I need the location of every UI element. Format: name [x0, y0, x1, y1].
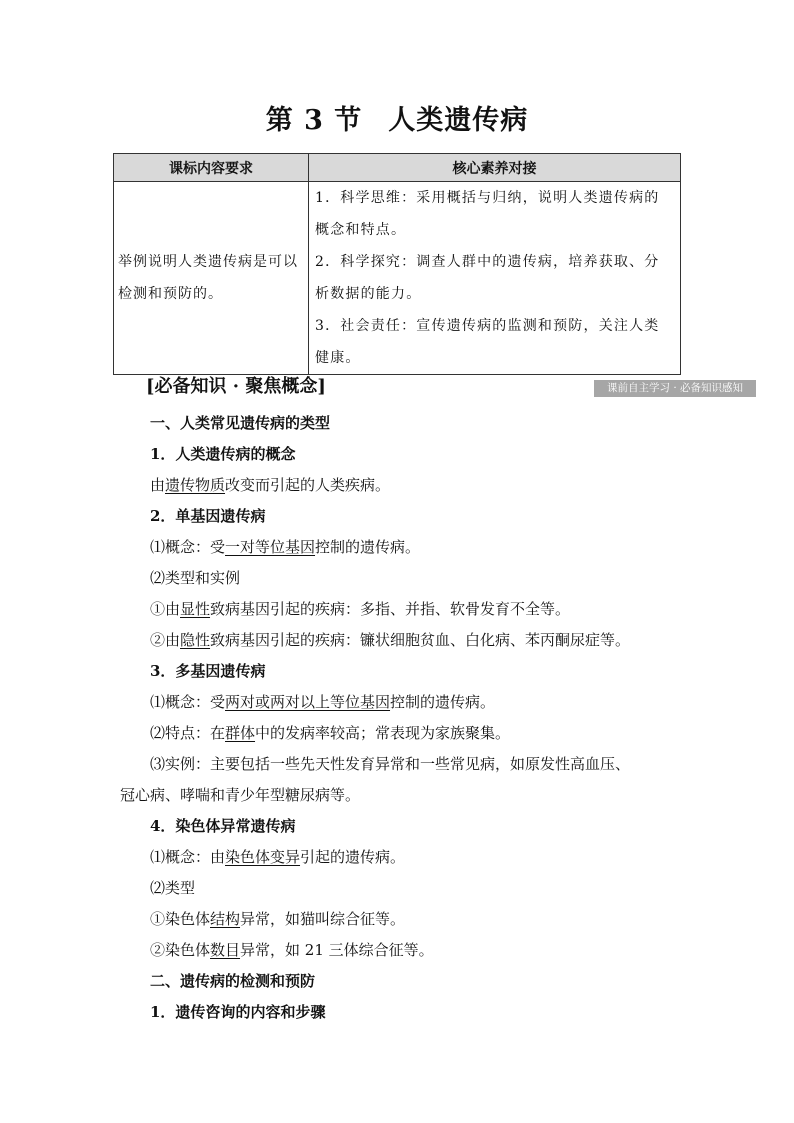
key-term: 一对等位基因: [225, 538, 316, 556]
header-curriculum-requirements: 课标内容要求: [114, 154, 309, 182]
text-run: 异常，如 21 三体综合征等。: [240, 941, 434, 959]
text-run: 改变而引起的人类疾病。: [225, 476, 391, 494]
paragraph-line: [120, 904, 680, 935]
text-run: 控制的遗传病。: [315, 538, 421, 556]
competency-line: 3．社会责任：宣传遗传病的监测和预防，关注人类: [315, 318, 660, 334]
text-run: ⑵特点：在: [150, 724, 226, 742]
section-title: 人类遗传病: [388, 105, 529, 136]
text-run: ⑴概念：受: [150, 693, 226, 711]
standards-table: [113, 153, 681, 375]
text-run: 致病基因引起的疾病：镰状细胞贫血、白化病、苯丙酮尿症等。: [210, 631, 631, 649]
header-core-competencies: 核心素养对接: [309, 154, 681, 182]
key-term: 两对或两对以上等位基因: [225, 693, 391, 711]
paragraph-line: ⑶实例：主要包括一些先天性发育异常和一些常见病，如原发性高血压、: [150, 755, 631, 773]
paragraph-line: [120, 625, 680, 656]
content-body: [120, 408, 680, 1028]
paragraph-line: [120, 935, 680, 966]
subheading: 3．多基因遗传病: [150, 662, 266, 680]
table-row: [114, 182, 681, 375]
subheading: 1．人类遗传病的概念: [150, 445, 296, 463]
competency-line: 概念和特点。: [315, 222, 407, 238]
paragraph-line: [120, 532, 680, 563]
paragraph-line-continued: 冠心病、哮喘和青少年型糖尿病等。: [120, 786, 361, 804]
key-term: 数目: [210, 941, 241, 959]
text-run: ⑴概念：由: [150, 848, 226, 866]
text-run: ②由: [150, 631, 181, 649]
paragraph-line: [120, 594, 680, 625]
competency-line: 健康。: [315, 350, 361, 366]
text-run: ①由: [150, 600, 181, 618]
table-header-row: [114, 154, 681, 182]
paragraph-line: ⑵类型和实例: [150, 569, 241, 587]
section-number: 第 3 节: [265, 105, 363, 136]
key-term: 染色体变异: [225, 848, 301, 866]
section-tag: 课前自主学习 · 必备知识感知: [594, 380, 756, 397]
text-run: 控制的遗传病。: [390, 693, 496, 711]
paragraph-line: ⑵类型: [150, 879, 196, 897]
subheading: 1．遗传咨询的内容和步骤: [150, 1003, 326, 1021]
paragraph-line: [120, 687, 680, 718]
competency-line: 析数据的能力。: [315, 286, 422, 302]
paragraph-line: [120, 842, 680, 873]
competency-line: 1．科学思维：采用概括与归纳，说明人类遗传病的: [315, 190, 660, 206]
page-title: [0, 98, 794, 137]
subheading: 2．单基因遗传病: [150, 507, 266, 525]
text-run: 中的发病率较高；常表现为家族聚集。: [255, 724, 511, 742]
competency-line: 2．科学探究：调查人群中的遗传病，培养获取、分: [315, 254, 660, 270]
text-run: 异常，如猫叫综合征等。: [240, 910, 406, 928]
text-run: 引起的遗传病。: [300, 848, 406, 866]
key-term: 隐性: [180, 631, 211, 649]
core-competency-cell: [309, 182, 681, 375]
key-term: 结构: [210, 910, 241, 928]
paragraph-line: [120, 470, 680, 501]
text-run: 由: [150, 476, 166, 494]
paragraph-line: [120, 718, 680, 749]
key-term: 遗传物质: [165, 476, 226, 494]
heading-1: 一、人类常见遗传病的类型: [150, 414, 331, 432]
heading-2: 二、遗传病的检测和预防: [150, 972, 316, 990]
subheading: 4．染色体异常遗传病: [150, 817, 296, 835]
key-term: 群体: [225, 724, 256, 742]
key-term: 显性: [180, 600, 211, 618]
section-heading: [必备知识 · 聚焦概念]: [146, 376, 326, 397]
text-run: ①染色体: [150, 910, 211, 928]
curriculum-requirement-cell: 举例说明人类遗传病是可以检测和预防的。: [114, 182, 309, 375]
text-run: ⑴概念：受: [150, 538, 226, 556]
text-run: 致病基因引起的疾病：多指、并指、软骨发育不全等。: [210, 600, 571, 618]
text-run: ②染色体: [150, 941, 211, 959]
